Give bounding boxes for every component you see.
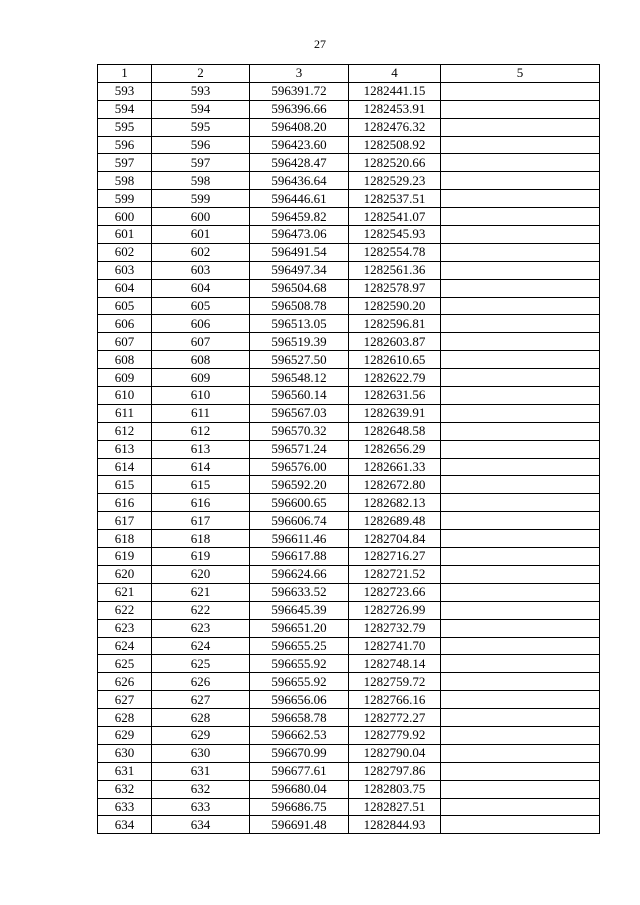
cell-point-number: 629 [98, 726, 152, 744]
cell-point-number: 604 [98, 279, 152, 297]
cell-point-id: 611 [152, 404, 250, 422]
cell-coordinate-x: 596513.05 [250, 315, 349, 333]
cell-coordinate-y: 1282716.27 [349, 548, 441, 566]
cell-point-id: 597 [152, 154, 250, 172]
cell-point-number: 631 [98, 762, 152, 780]
cell-coordinate-x: 596391.72 [250, 82, 349, 100]
table-row [98, 422, 600, 440]
cell-coordinate-x: 596428.47 [250, 154, 349, 172]
cell-point-id: 632 [152, 780, 250, 798]
cell-note [441, 351, 600, 369]
cell-point-id: 618 [152, 530, 250, 548]
table-row [98, 190, 600, 208]
table-row [98, 726, 600, 744]
cell-note [441, 530, 600, 548]
cell-point-id: 620 [152, 565, 250, 583]
cell-point-number: 625 [98, 655, 152, 673]
cell-note [441, 494, 600, 512]
table-row [98, 118, 600, 136]
cell-point-id: 594 [152, 100, 250, 118]
cell-point-number: 620 [98, 565, 152, 583]
cell-point-number: 616 [98, 494, 152, 512]
table-row [98, 315, 600, 333]
cell-note [441, 655, 600, 673]
cell-point-number: 634 [98, 816, 152, 834]
cell-point-number: 596 [98, 136, 152, 154]
cell-coordinate-x: 596686.75 [250, 798, 349, 816]
cell-coordinate-y: 1282844.93 [349, 816, 441, 834]
cell-coordinate-y: 1282790.04 [349, 744, 441, 762]
cell-point-number: 615 [98, 476, 152, 494]
table-row [98, 172, 600, 190]
column-header-1: 1 [98, 65, 152, 83]
cell-point-number: 623 [98, 619, 152, 637]
cell-note [441, 422, 600, 440]
cell-coordinate-x: 596606.74 [250, 512, 349, 530]
table-row [98, 476, 600, 494]
cell-coordinate-x: 596651.20 [250, 619, 349, 637]
cell-coordinate-x: 596576.00 [250, 458, 349, 476]
cell-point-number: 609 [98, 369, 152, 387]
cell-note [441, 816, 600, 834]
cell-note [441, 583, 600, 601]
cell-note [441, 619, 600, 637]
cell-point-id: 610 [152, 387, 250, 405]
table-row [98, 780, 600, 798]
cell-point-number: 608 [98, 351, 152, 369]
cell-point-id: 605 [152, 297, 250, 315]
table-row [98, 136, 600, 154]
header-row [98, 65, 600, 83]
cell-coordinate-x: 596592.20 [250, 476, 349, 494]
cell-coordinate-x: 596691.48 [250, 816, 349, 834]
cell-coordinate-y: 1282554.78 [349, 243, 441, 261]
cell-coordinate-y: 1282772.27 [349, 709, 441, 727]
cell-point-id: 615 [152, 476, 250, 494]
cell-note [441, 512, 600, 530]
cell-point-id: 599 [152, 190, 250, 208]
cell-note [441, 726, 600, 744]
cell-coordinate-y: 1282610.65 [349, 351, 441, 369]
table-row [98, 583, 600, 601]
cell-note [441, 440, 600, 458]
cell-coordinate-y: 1282578.97 [349, 279, 441, 297]
table-row [98, 601, 600, 619]
table-row [98, 744, 600, 762]
cell-note [441, 744, 600, 762]
cell-point-number: 594 [98, 100, 152, 118]
cell-coordinate-x: 596446.61 [250, 190, 349, 208]
cell-note [441, 243, 600, 261]
table-row [98, 565, 600, 583]
cell-coordinate-x: 596436.64 [250, 172, 349, 190]
cell-point-id: 630 [152, 744, 250, 762]
table-row [98, 351, 600, 369]
cell-coordinate-x: 596670.99 [250, 744, 349, 762]
cell-coordinate-y: 1282631.56 [349, 387, 441, 405]
cell-note [441, 798, 600, 816]
cell-point-number: 613 [98, 440, 152, 458]
cell-point-id: 614 [152, 458, 250, 476]
table-row [98, 637, 600, 655]
cell-coordinate-y: 1282721.52 [349, 565, 441, 583]
cell-note [441, 208, 600, 226]
cell-note [441, 762, 600, 780]
cell-coordinate-y: 1282732.79 [349, 619, 441, 637]
cell-coordinate-x: 596611.46 [250, 530, 349, 548]
cell-coordinate-y: 1282656.29 [349, 440, 441, 458]
table-row [98, 798, 600, 816]
cell-coordinate-x: 596633.52 [250, 583, 349, 601]
cell-coordinate-y: 1282803.75 [349, 780, 441, 798]
table-row [98, 709, 600, 727]
cell-point-id: 619 [152, 548, 250, 566]
cell-coordinate-x: 596655.92 [250, 673, 349, 691]
table-row [98, 333, 600, 351]
cell-coordinate-y: 1282797.86 [349, 762, 441, 780]
page-number: 27 [314, 37, 326, 51]
cell-point-id: 631 [152, 762, 250, 780]
cell-note [441, 172, 600, 190]
cell-coordinate-y: 1282545.93 [349, 226, 441, 244]
cell-coordinate-y: 1282596.81 [349, 315, 441, 333]
cell-point-id: 622 [152, 601, 250, 619]
cell-coordinate-x: 596677.61 [250, 762, 349, 780]
cell-note [441, 154, 600, 172]
cell-coordinate-y: 1282603.87 [349, 333, 441, 351]
cell-coordinate-y: 1282476.32 [349, 118, 441, 136]
cell-coordinate-x: 596571.24 [250, 440, 349, 458]
cell-point-number: 603 [98, 261, 152, 279]
cell-note [441, 190, 600, 208]
cell-point-id: 612 [152, 422, 250, 440]
cell-point-id: 624 [152, 637, 250, 655]
cell-coordinate-y: 1282661.33 [349, 458, 441, 476]
cell-coordinate-y: 1282639.91 [349, 404, 441, 422]
cell-coordinate-x: 596655.92 [250, 655, 349, 673]
column-header-5: 5 [441, 65, 600, 83]
cell-note [441, 458, 600, 476]
cell-note [441, 261, 600, 279]
cell-point-number: 624 [98, 637, 152, 655]
table-body [98, 82, 600, 833]
column-header-3: 3 [250, 65, 349, 83]
cell-point-id: 623 [152, 619, 250, 637]
cell-point-id: 613 [152, 440, 250, 458]
table-row [98, 226, 600, 244]
cell-point-number: 626 [98, 673, 152, 691]
cell-coordinate-x: 596600.65 [250, 494, 349, 512]
table-row [98, 369, 600, 387]
table-row [98, 494, 600, 512]
cell-point-number: 600 [98, 208, 152, 226]
table-row [98, 512, 600, 530]
cell-coordinate-y: 1282723.66 [349, 583, 441, 601]
cell-coordinate-x: 596497.34 [250, 261, 349, 279]
cell-coordinate-y: 1282672.80 [349, 476, 441, 494]
cell-point-id: 626 [152, 673, 250, 691]
cell-note [441, 565, 600, 583]
cell-point-number: 595 [98, 118, 152, 136]
cell-point-id: 598 [152, 172, 250, 190]
cell-coordinate-y: 1282726.99 [349, 601, 441, 619]
cell-coordinate-y: 1282453.91 [349, 100, 441, 118]
cell-coordinate-y: 1282741.70 [349, 637, 441, 655]
cell-point-id: 606 [152, 315, 250, 333]
cell-coordinate-x: 596567.03 [250, 404, 349, 422]
coordinates-table [97, 64, 600, 834]
cell-coordinate-y: 1282648.58 [349, 422, 441, 440]
cell-coordinate-x: 596655.25 [250, 637, 349, 655]
cell-coordinate-x: 596491.54 [250, 243, 349, 261]
cell-point-number: 601 [98, 226, 152, 244]
table-row [98, 762, 600, 780]
cell-coordinate-y: 1282561.36 [349, 261, 441, 279]
table-row [98, 655, 600, 673]
cell-point-number: 602 [98, 243, 152, 261]
column-header-2: 2 [152, 65, 250, 83]
cell-point-number: 617 [98, 512, 152, 530]
cell-note [441, 136, 600, 154]
cell-point-id: 602 [152, 243, 250, 261]
cell-coordinate-x: 596408.20 [250, 118, 349, 136]
cell-coordinate-x: 596504.68 [250, 279, 349, 297]
table-row [98, 82, 600, 100]
cell-note [441, 601, 600, 619]
table-row [98, 440, 600, 458]
cell-note [441, 691, 600, 709]
cell-point-id: 609 [152, 369, 250, 387]
cell-coordinate-x: 596527.50 [250, 351, 349, 369]
cell-coordinate-y: 1282441.15 [349, 82, 441, 100]
table-row [98, 279, 600, 297]
table-row [98, 548, 600, 566]
cell-note [441, 279, 600, 297]
cell-note [441, 476, 600, 494]
cell-coordinate-x: 596396.66 [250, 100, 349, 118]
cell-coordinate-y: 1282520.66 [349, 154, 441, 172]
cell-point-number: 627 [98, 691, 152, 709]
cell-point-number: 611 [98, 404, 152, 422]
cell-point-id: 617 [152, 512, 250, 530]
table-row [98, 208, 600, 226]
cell-note [441, 118, 600, 136]
cell-point-number: 621 [98, 583, 152, 601]
cell-note [441, 369, 600, 387]
cell-point-id: 607 [152, 333, 250, 351]
table-row [98, 100, 600, 118]
cell-note [441, 673, 600, 691]
cell-note [441, 404, 600, 422]
table-row [98, 691, 600, 709]
cell-coordinate-y: 1282682.13 [349, 494, 441, 512]
cell-point-number: 633 [98, 798, 152, 816]
cell-coordinate-x: 596680.04 [250, 780, 349, 798]
table-row [98, 243, 600, 261]
cell-point-id: 604 [152, 279, 250, 297]
cell-point-id: 628 [152, 709, 250, 727]
cell-point-id: 633 [152, 798, 250, 816]
cell-point-id: 627 [152, 691, 250, 709]
cell-point-id: 625 [152, 655, 250, 673]
cell-point-number: 610 [98, 387, 152, 405]
cell-point-number: 619 [98, 548, 152, 566]
cell-point-number: 598 [98, 172, 152, 190]
cell-coordinate-x: 596560.14 [250, 387, 349, 405]
cell-coordinate-x: 596662.53 [250, 726, 349, 744]
cell-point-number: 628 [98, 709, 152, 727]
cell-note [441, 780, 600, 798]
cell-coordinate-x: 596459.82 [250, 208, 349, 226]
table-row [98, 530, 600, 548]
cell-coordinate-y: 1282508.92 [349, 136, 441, 154]
cell-coordinate-x: 596473.06 [250, 226, 349, 244]
cell-point-id: 634 [152, 816, 250, 834]
cell-point-id: 616 [152, 494, 250, 512]
cell-point-id: 608 [152, 351, 250, 369]
cell-point-number: 614 [98, 458, 152, 476]
table-row [98, 154, 600, 172]
cell-note [441, 548, 600, 566]
cell-point-number: 612 [98, 422, 152, 440]
cell-coordinate-y: 1282689.48 [349, 512, 441, 530]
cell-coordinate-y: 1282541.07 [349, 208, 441, 226]
cell-coordinate-x: 596548.12 [250, 369, 349, 387]
cell-point-number: 605 [98, 297, 152, 315]
cell-coordinate-x: 596617.88 [250, 548, 349, 566]
cell-coordinate-y: 1282704.84 [349, 530, 441, 548]
cell-note [441, 333, 600, 351]
cell-coordinate-y: 1282590.20 [349, 297, 441, 315]
cell-note [441, 226, 600, 244]
cell-note [441, 709, 600, 727]
cell-note [441, 100, 600, 118]
cell-coordinate-y: 1282759.72 [349, 673, 441, 691]
table-row [98, 619, 600, 637]
cell-point-number: 597 [98, 154, 152, 172]
cell-point-id: 629 [152, 726, 250, 744]
cell-note [441, 82, 600, 100]
cell-coordinate-x: 596423.60 [250, 136, 349, 154]
table-row [98, 458, 600, 476]
cell-point-id: 603 [152, 261, 250, 279]
cell-point-id: 593 [152, 82, 250, 100]
cell-coordinate-y: 1282779.92 [349, 726, 441, 744]
cell-note [441, 637, 600, 655]
cell-point-number: 606 [98, 315, 152, 333]
cell-coordinate-x: 596658.78 [250, 709, 349, 727]
cell-coordinate-x: 596508.78 [250, 297, 349, 315]
column-header-4: 4 [349, 65, 441, 83]
cell-point-id: 596 [152, 136, 250, 154]
cell-coordinate-y: 1282748.14 [349, 655, 441, 673]
cell-coordinate-y: 1282537.51 [349, 190, 441, 208]
cell-note [441, 387, 600, 405]
table-row [98, 816, 600, 834]
cell-point-number: 593 [98, 82, 152, 100]
cell-note [441, 315, 600, 333]
cell-coordinate-x: 596645.39 [250, 601, 349, 619]
cell-point-id: 595 [152, 118, 250, 136]
table-row [98, 404, 600, 422]
cell-coordinate-y: 1282827.51 [349, 798, 441, 816]
cell-coordinate-y: 1282766.16 [349, 691, 441, 709]
table-row [98, 673, 600, 691]
cell-coordinate-x: 596519.39 [250, 333, 349, 351]
cell-coordinate-y: 1282529.23 [349, 172, 441, 190]
cell-coordinate-y: 1282622.79 [349, 369, 441, 387]
cell-point-number: 630 [98, 744, 152, 762]
cell-point-id: 601 [152, 226, 250, 244]
table-row [98, 261, 600, 279]
table-row [98, 387, 600, 405]
cell-point-number: 599 [98, 190, 152, 208]
cell-point-id: 621 [152, 583, 250, 601]
cell-coordinate-x: 596656.06 [250, 691, 349, 709]
cell-point-number: 618 [98, 530, 152, 548]
cell-point-number: 632 [98, 780, 152, 798]
cell-note [441, 297, 600, 315]
cell-point-number: 622 [98, 601, 152, 619]
cell-coordinate-x: 596624.66 [250, 565, 349, 583]
table-row [98, 297, 600, 315]
cell-point-number: 607 [98, 333, 152, 351]
cell-coordinate-x: 596570.32 [250, 422, 349, 440]
cell-point-id: 600 [152, 208, 250, 226]
